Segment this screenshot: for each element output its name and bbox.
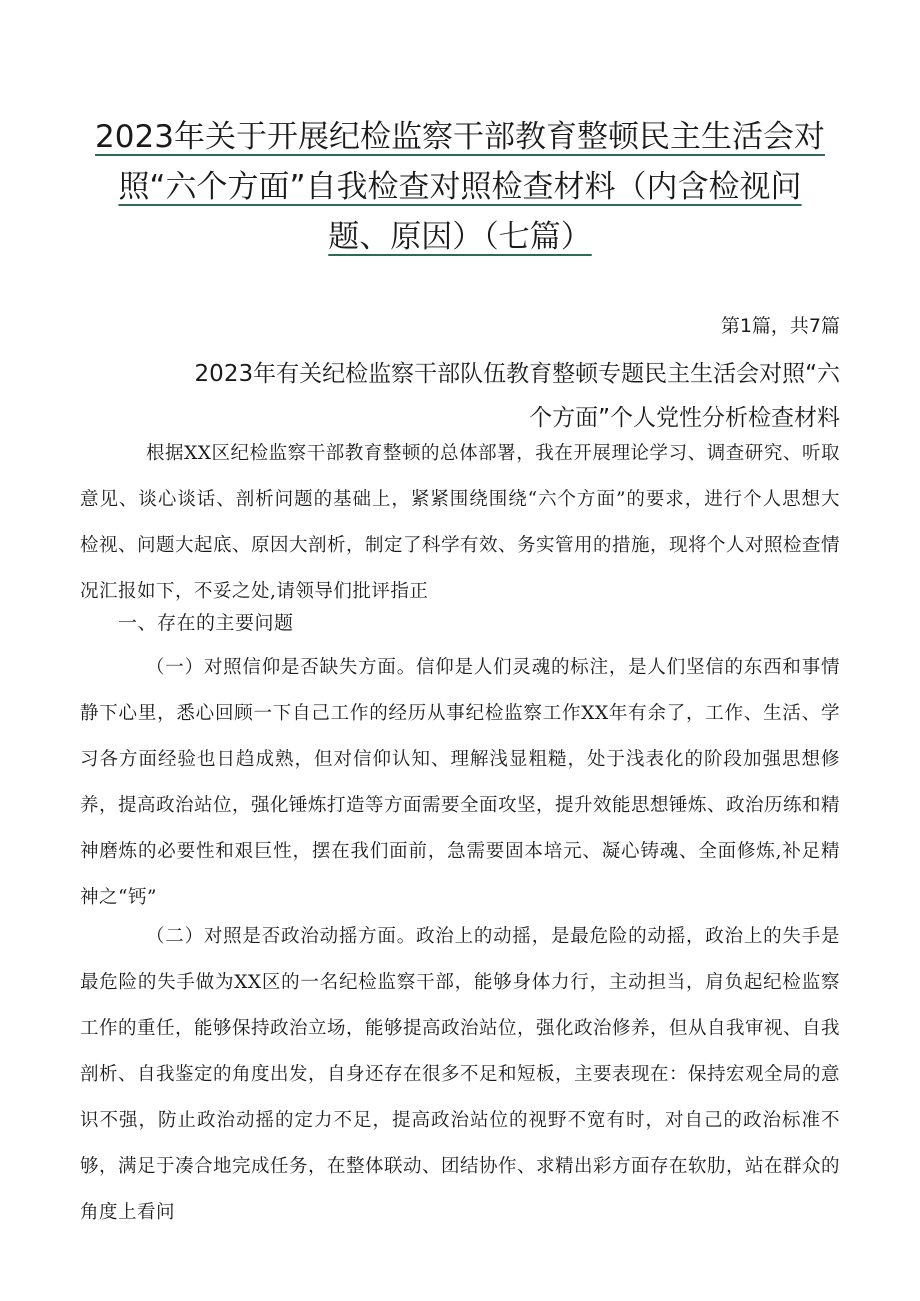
section-heading-problems: 一、存在的主要问题 — [118, 612, 294, 634]
document-title-line-3: 题、原因）（七篇） — [328, 219, 592, 255]
article-counter: 第1篇，共7篇 — [720, 315, 840, 337]
article-title — [90, 352, 840, 440]
document-title — [90, 112, 830, 262]
intro-paragraph: 根据XX区纪检监察干部教育整顿的总体部署，我在开展理论学习、调查研究、听取意见、谈心谈话、剖析问题的基础上，紧紧围绕围绕“六个方面”的要求，进行个人思想大检视、问题大起底、原因大剖析，制定了科学有效、务实管用的措施，现将个人对照检查情况汇报如下，不妥之处,请领导们批评指正 — [80, 443, 841, 602]
document-title-line-2: 照“六个方面”自我检查对照检查材料（内含检视问 — [118, 169, 802, 205]
item-1-paragraph: （一）对照信仰是否缺失方面。信仰是人们灵魂的标注，是人们坚信的东西和事情静下心里，悉心回顾一下自己工作的经历从事纪检监察工作XX年有余了，工作、生活、学习各方面经验也日趋成熟，但对信仰认知、理解浅显粗糙，处于浅表化的阶段加强思想修养，提高政治站位，强化锤炼打造等方面需要全面攻坚，提升效能思想锤炼、政治历练和精神磨炼的必要性和艰巨性，摆在我们面前，急需要固本培元、凝心铸魂、全面修炼,补足精神之“钙” — [80, 657, 841, 908]
item-2-paragraph: （二）对照是否政治动摇方面。政治上的动摇，是最危险的动摇，政治上的失手是最危险的失手做为XX区的一名纪检监察干部，能够身体力行，主动担当，肩负起纪检监察工作的重任，能够保持政治立场，能够提高政治站位，强化政治修养，但从自我审视、自我剖析、自我鉴定的角度出发，自身还存在很多不足和短板，主要表现在：保持宏观全局的意识不强，防止政治动摇的定力不足，提高政治站位的视野不宽有时，对自己的政治标准不够，满足于凑合地完成任务，在整体联动、团结协作、求精出彩方面存在软肋，站在群众的角度上看问 — [80, 926, 841, 1223]
document-title-line-1: 2023年关于开展纪检监察干部教育整顿民主生活会对 — [95, 119, 825, 155]
article-title-line-1: 2023年有关纪检监察干部队伍教育整顿专题民主生活会对照“六 — [194, 361, 840, 387]
article-title-line-2: 个方面”个人党性分析检查材料 — [529, 405, 840, 431]
